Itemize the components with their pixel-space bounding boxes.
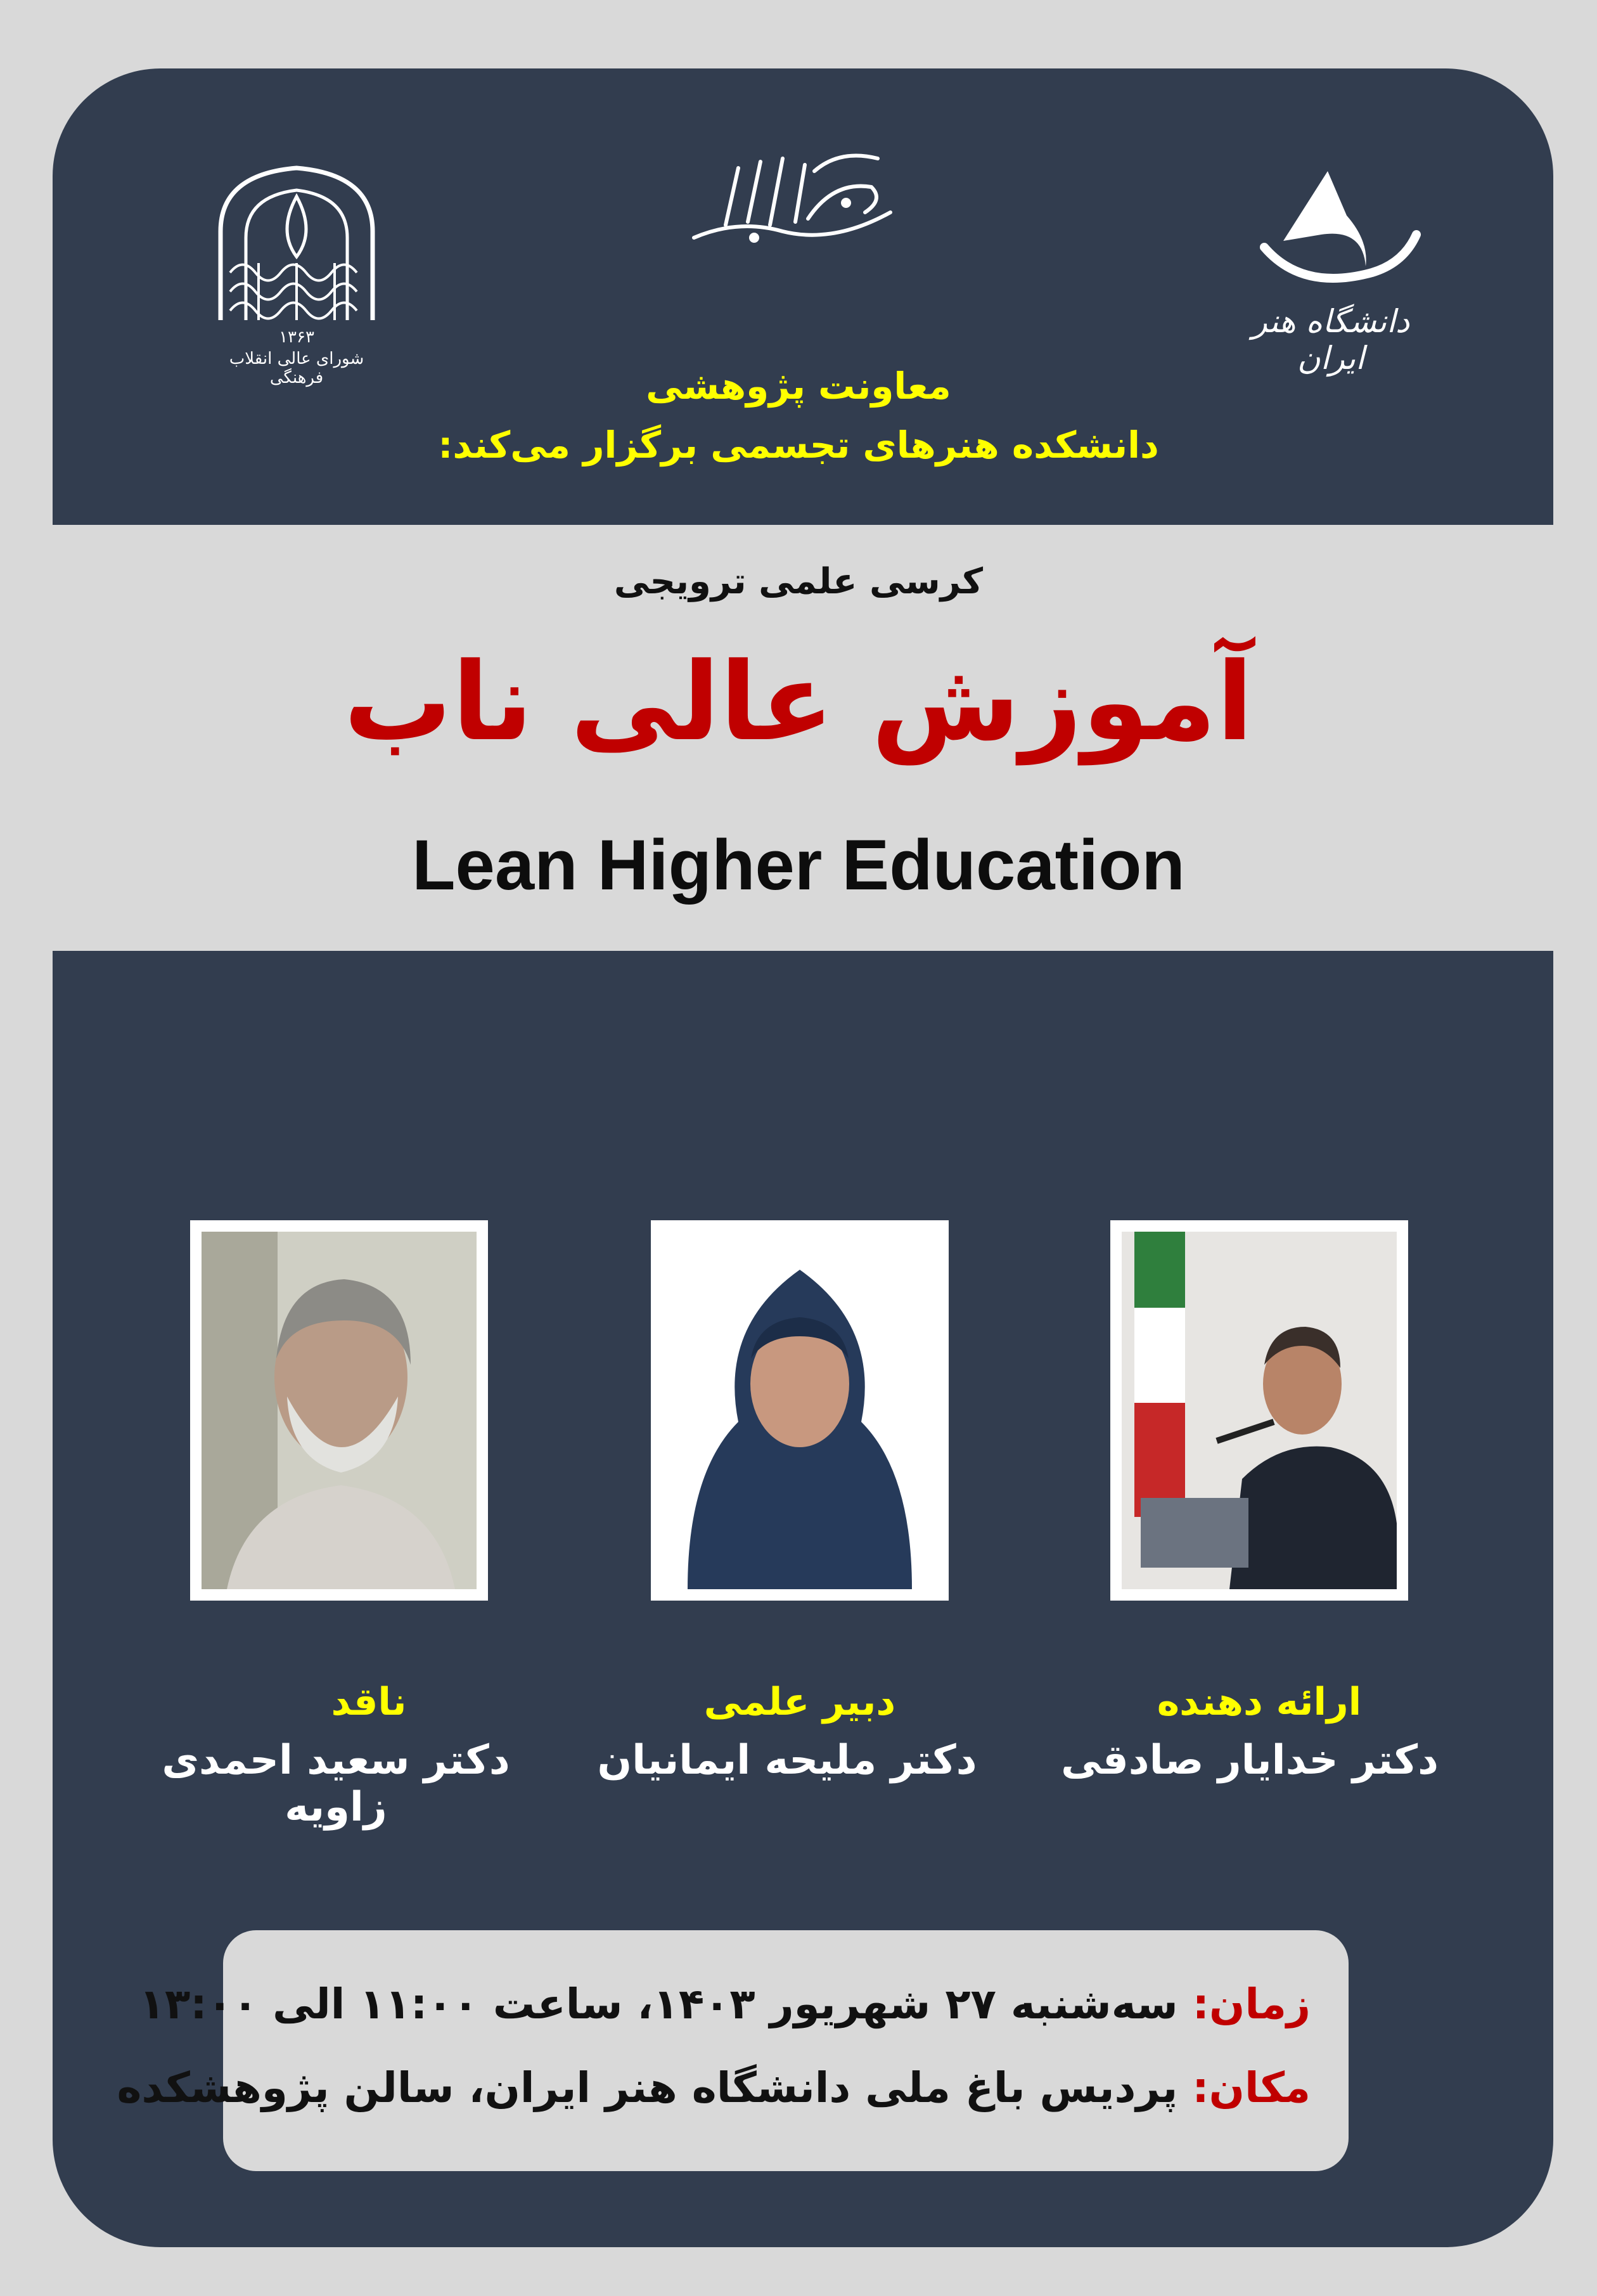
time-value: سه‌شنبه ۲۷ شهریور ۱۴۰۳، ساعت ۱۱:۰۰ الی ۱۳:۰۰ bbox=[139, 1980, 1178, 2028]
event-title-en: Lean Higher Education bbox=[412, 825, 1185, 905]
secretary-name: دکتر ملیحه ایمانیان bbox=[597, 1737, 977, 1784]
council-logo bbox=[202, 162, 392, 387]
place-label: مکان: bbox=[1192, 2063, 1311, 2112]
secretary-role: دبیر علمی bbox=[703, 1680, 896, 1724]
critic-role: ناقد bbox=[331, 1680, 407, 1724]
event-subtitle: کرسی علمی ترویجی bbox=[613, 561, 984, 602]
organizer-line-1: معاونت پژوهشی bbox=[646, 364, 951, 408]
event-title-fa: آموزش عالی ناب bbox=[343, 640, 1254, 765]
organizer-line-2: دانشکده هنرهای تجسمی برگزار می‌کند: bbox=[438, 423, 1159, 467]
event-info-box bbox=[117, 1930, 1349, 2171]
time-label: زمان: bbox=[1192, 1980, 1311, 2028]
place-value: پردیس باغ ملی دانشگاه هنر ایران، سالن پژوهشکده bbox=[117, 2063, 1178, 2112]
presenter-name: دکتر خدایار صادقی bbox=[1061, 1737, 1439, 1784]
council-logo-caption: شورای عالی انقلاب فرهنگی bbox=[229, 349, 364, 387]
university-logo bbox=[1226, 165, 1435, 377]
time-row bbox=[139, 1980, 1311, 2028]
secretary-photo bbox=[651, 1220, 949, 1601]
basmala-calligraphy bbox=[688, 143, 897, 250]
presenter-role: ارائه دهنده bbox=[1157, 1680, 1362, 1724]
critic-photo bbox=[190, 1220, 488, 1601]
critic-name: دکتر سعید احمدی زاویه bbox=[162, 1737, 510, 1831]
council-logo-year: ۱۳۶۳ bbox=[279, 328, 314, 347]
presenter-photo bbox=[1110, 1220, 1408, 1601]
university-logo-caption: دانشگاه هنر ایران bbox=[1252, 303, 1410, 377]
place-row bbox=[117, 2063, 1311, 2112]
